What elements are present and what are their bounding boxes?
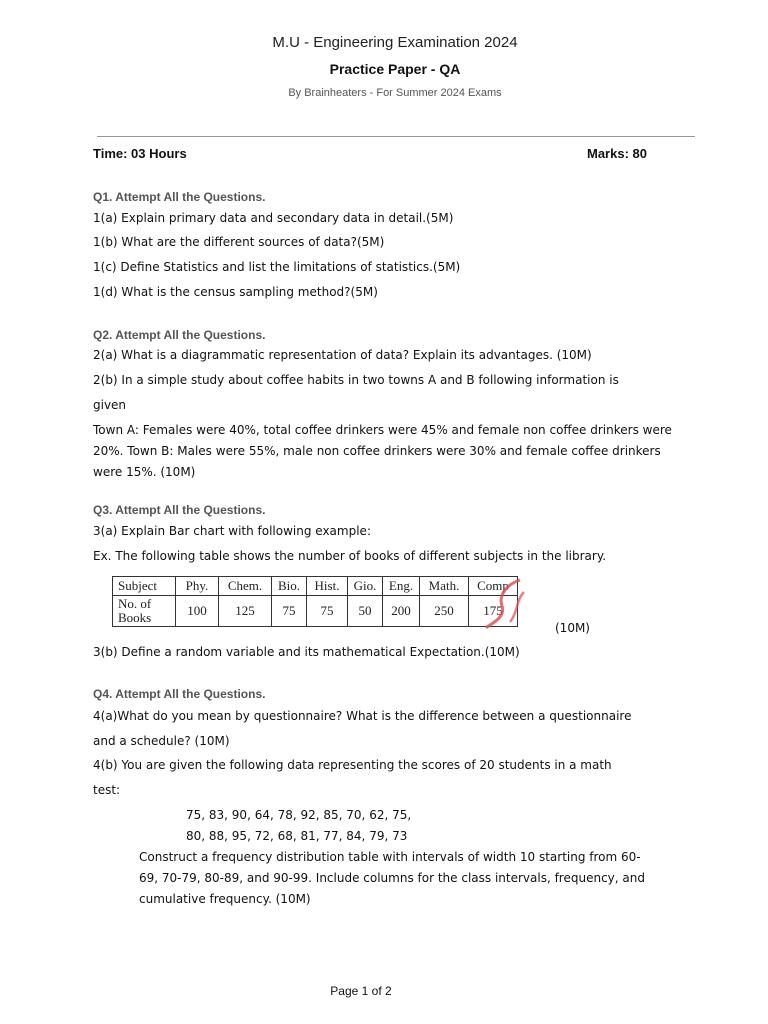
table-cell: 100	[176, 596, 219, 627]
table-header-cell: Math.	[420, 577, 469, 596]
q4-item-b: 4(b) You are given the following data representing the scores of 20 students in a math	[93, 758, 612, 772]
q1-item-a: 1(a) Explain primary data and secondary data in detail.(5M)	[93, 211, 454, 225]
watermark-stamp	[480, 572, 540, 632]
table-row-label: No. of Books	[113, 596, 176, 627]
q3-item-b: 3(b) Define a random variable and its mathematical Expectation.(10M)	[93, 645, 520, 659]
table-header-cell: Hist.	[307, 577, 348, 596]
q2-item-a: 2(a) What is a diagrammatic representation of data? Explain its advantages. (10M)	[93, 348, 592, 362]
q2-heading: Q2. Attempt All the Questions.	[93, 328, 266, 342]
q1-item-d: 1(d) What is the census sampling method?(5M)	[93, 285, 378, 299]
exam-marks: Marks: 80	[587, 146, 647, 161]
books-table-header-row	[113, 577, 518, 596]
q4-item-a-cont: and a schedule? (10M)	[93, 734, 230, 748]
exam-time: Time: 03 Hours	[93, 146, 187, 161]
table-cell: 125	[219, 596, 272, 627]
table-cell: 50	[348, 596, 383, 627]
q1-item-b: 1(b) What are the different sources of data?(5M)	[93, 235, 385, 249]
table-header-cell: Phy.	[176, 577, 219, 596]
q4-heading: Q4. Attempt All the Questions.	[93, 687, 266, 701]
q2-item-b: 2(b) In a simple study about coffee habits in two towns A and B following information is	[93, 373, 619, 387]
q4-item-a: 4(a)What do you mean by questionnaire? What is the difference between a questionnaire	[93, 709, 632, 723]
header-divider	[97, 136, 695, 137]
table-cell: 250	[420, 596, 469, 627]
table-cell: 200	[383, 596, 420, 627]
q3-item-a-marks: (10M)	[555, 621, 590, 635]
q1-heading: Q1. Attempt All the Questions.	[93, 190, 266, 204]
scores-line-2: 80, 88, 95, 72, 68, 81, 77, 84, 79, 73	[186, 829, 408, 843]
q3-example: Ex. The following table shows the number of books of different subjects in the library.	[93, 549, 607, 563]
q2-item-b-details: Town A: Females were 40%, total coffee drinkers were 45% and female non coffee drinkers were 20%. Town B: Males were 55%, male non coffee drinkers were 30% and female coffee drinkers were 15%. (10M)	[93, 423, 672, 479]
q1-item-c: 1(c) Define Statistics and list the limitations of statistics.(5M)	[93, 260, 461, 274]
table-cell: 75	[307, 596, 348, 627]
paper-title: Practice Paper - QA	[329, 61, 461, 77]
books-table	[112, 576, 518, 627]
table-header-cell: Gio.	[348, 577, 383, 596]
page-number: Page 1 of 2	[330, 984, 392, 998]
table-header-cell: Subject	[113, 577, 176, 596]
books-table-value-row	[113, 596, 518, 627]
table-header-cell: Chem.	[219, 577, 272, 596]
q4-item-b-cont: test:	[93, 783, 121, 797]
table-header-cell: Bio.	[272, 577, 307, 596]
exam-title: M.U - Engineering Examination 2024	[272, 34, 518, 51]
table-cell: 175	[469, 596, 518, 627]
scores-line-1: 75, 83, 90, 64, 78, 92, 85, 70, 62, 75,	[186, 808, 412, 822]
q3-heading: Q3. Attempt All the Questions.	[93, 503, 266, 517]
q3-item-a: 3(a) Explain Bar chart with following example:	[93, 524, 371, 538]
q4-instructions: Construct a frequency distribution table with intervals of width 10 starting from 60-69, 70-79, 80-89, and 90-99. Include columns for the class intervals, frequency, and cumulative frequency. (10M)	[139, 850, 645, 906]
table-header-cell: Eng.	[383, 577, 420, 596]
table-cell: 75	[272, 596, 307, 627]
q2-item-b-cont: given	[93, 398, 127, 412]
table-header-cell: Comp	[469, 577, 518, 596]
paper-subtitle: By Brainheaters - For Summer 2024 Exams	[288, 87, 502, 99]
